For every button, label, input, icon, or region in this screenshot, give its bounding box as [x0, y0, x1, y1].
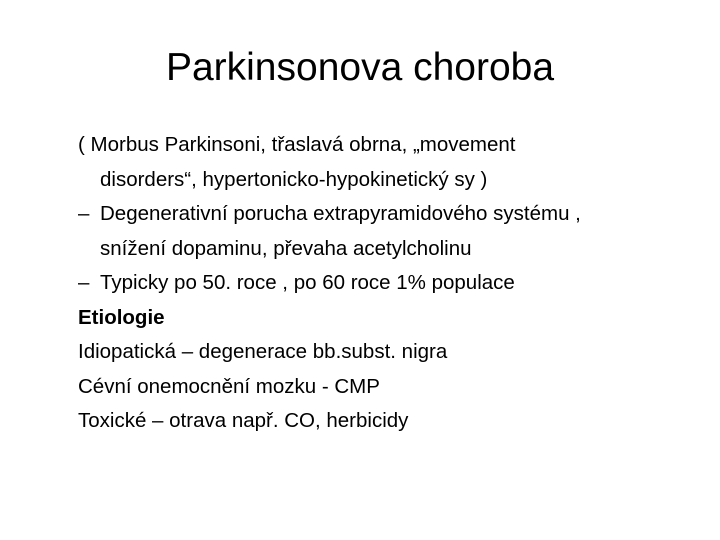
intro-line-1: ( Morbus Parkinsoni, třaslavá obrna, „movement: [78, 133, 516, 156]
bullet-dash: –: [78, 202, 90, 225]
bullet-1-line-2: snížení dopaminu, převaha acetylcholinu: [100, 236, 472, 260]
bullet-dash: –: [78, 271, 90, 294]
bullet-1-text: Degenerativní porucha extrapyramidového systému ,: [100, 202, 581, 225]
slide-body: [78, 128, 708, 439]
etiology-item: Idiopatická – degenerace bb.subst. nigra: [78, 340, 448, 363]
bullet-2-text: Typicky po 50. roce , po 60 roce 1% populace: [100, 271, 515, 294]
etiology-item: Toxické – otrava např. CO, herbicidy: [78, 409, 409, 432]
bullet-2-line: [78, 266, 708, 301]
intro-line-2: disorders“, hypertonicko-hypokinetický sy ): [100, 167, 488, 191]
etiology-item: Cévní onemocnění mozku - CMP: [78, 374, 380, 398]
bullet-1-line-1: [78, 197, 708, 232]
slide-title: Parkinsonova choroba: [165, 46, 555, 89]
etiology-heading: Etiologie: [78, 305, 165, 329]
